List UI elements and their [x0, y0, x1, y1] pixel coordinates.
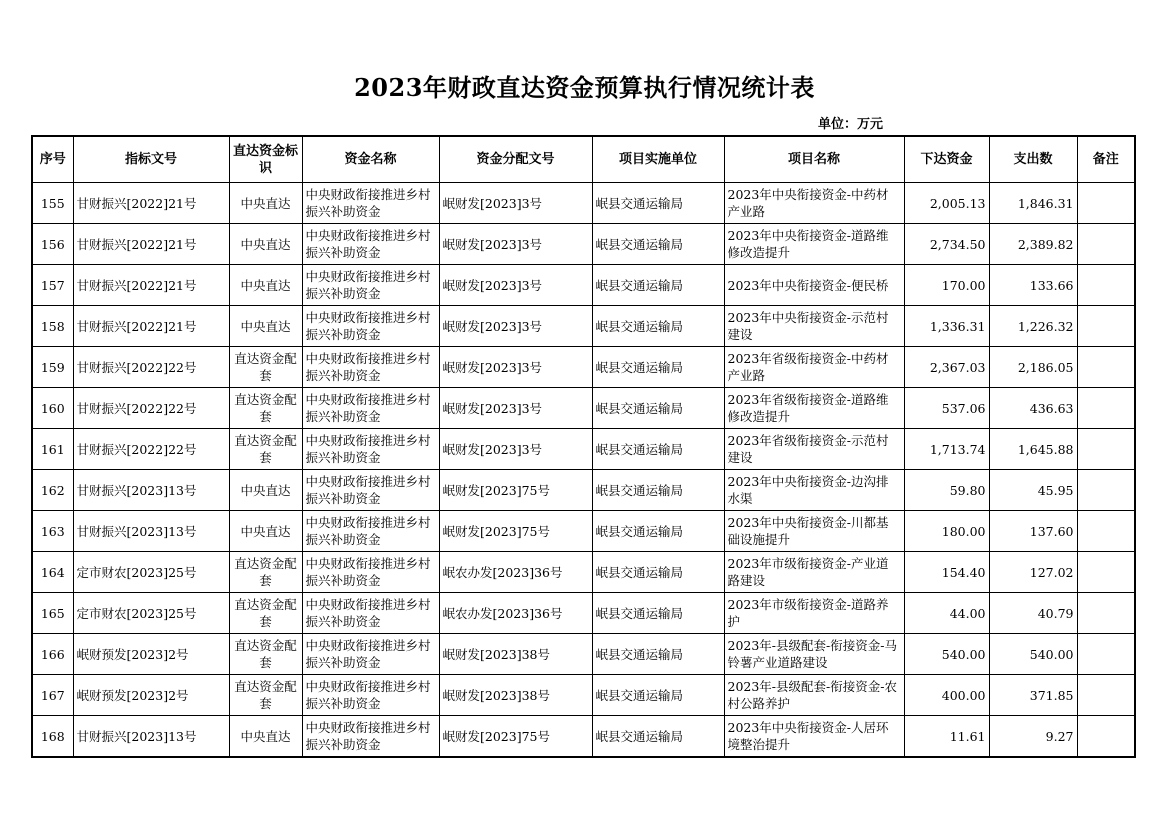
table-row: [32, 306, 1135, 347]
allocation-doc-cell: 岷财发[2023]38号: [439, 675, 592, 716]
direct-flag-cell: 中央直达: [229, 183, 302, 224]
project-name-cell: 2023年中央衔接资金-道路维修改造提升: [724, 224, 904, 265]
issued-amount-cell: 180.00: [904, 511, 989, 552]
issued-amount-cell: 1,713.74: [904, 429, 989, 470]
project-name-cell: 2023年-县级配套-衔接资金-农村公路养护: [724, 675, 904, 716]
doc-number-cell: 甘财振兴[2022]21号: [73, 224, 229, 265]
issued-amount-cell: 2,005.13: [904, 183, 989, 224]
table-row: [32, 388, 1135, 429]
remark-cell: [1077, 306, 1135, 347]
issued-amount-cell: 11.61: [904, 716, 989, 758]
implementing-unit-cell: 岷县交通运输局: [592, 511, 724, 552]
row-number-cell: 158: [32, 306, 73, 347]
project-name-cell: 2023年中央衔接资金-边沟排水渠: [724, 470, 904, 511]
implementing-unit-cell: 岷县交通运输局: [592, 716, 724, 758]
fund-name-cell: 中央财政衔接推进乡村振兴补助资金: [302, 306, 439, 347]
remark-cell: [1077, 470, 1135, 511]
doc-number-cell: 定市财农[2023]25号: [73, 593, 229, 634]
header-cell: 支出数: [989, 136, 1077, 183]
project-name-cell: 2023年省级衔接资金-示范村建设: [724, 429, 904, 470]
implementing-unit-cell: 岷县交通运输局: [592, 429, 724, 470]
spent-amount-cell: 127.02: [989, 552, 1077, 593]
header-cell: 备注: [1077, 136, 1135, 183]
spent-amount-cell: 133.66: [989, 265, 1077, 306]
allocation-doc-cell: 岷财发[2023]3号: [439, 224, 592, 265]
project-name-cell: 2023年省级衔接资金-道路维修改造提升: [724, 388, 904, 429]
row-number-cell: 156: [32, 224, 73, 265]
fund-name-cell: 中央财政衔接推进乡村振兴补助资金: [302, 183, 439, 224]
allocation-doc-cell: 岷农办发[2023]36号: [439, 593, 592, 634]
allocation-doc-cell: 岷财发[2023]38号: [439, 634, 592, 675]
remark-cell: [1077, 183, 1135, 224]
implementing-unit-cell: 岷县交通运输局: [592, 265, 724, 306]
project-name-cell: 2023年省级衔接资金-中药材产业路: [724, 347, 904, 388]
spent-amount-cell: 1,226.32: [989, 306, 1077, 347]
direct-flag-cell: 中央直达: [229, 306, 302, 347]
spent-amount-cell: 9.27: [989, 716, 1077, 758]
header-cell: 指标文号: [73, 136, 229, 183]
fund-name-cell: 中央财政衔接推进乡村振兴补助资金: [302, 265, 439, 306]
implementing-unit-cell: 岷县交通运输局: [592, 183, 724, 224]
implementing-unit-cell: 岷县交通运输局: [592, 470, 724, 511]
table-row: [32, 470, 1135, 511]
issued-amount-cell: 537.06: [904, 388, 989, 429]
table-row: [32, 675, 1135, 716]
remark-cell: [1077, 511, 1135, 552]
table-row: [32, 183, 1135, 224]
spent-amount-cell: 371.85: [989, 675, 1077, 716]
row-number-cell: 168: [32, 716, 73, 758]
doc-number-cell: 甘财振兴[2023]13号: [73, 470, 229, 511]
doc-number-cell: 岷财预发[2023]2号: [73, 675, 229, 716]
table-row: [32, 224, 1135, 265]
fund-name-cell: 中央财政衔接推进乡村振兴补助资金: [302, 675, 439, 716]
fund-name-cell: 中央财政衔接推进乡村振兴补助资金: [302, 511, 439, 552]
row-number-cell: 164: [32, 552, 73, 593]
fund-name-cell: 中央财政衔接推进乡村振兴补助资金: [302, 429, 439, 470]
allocation-doc-cell: 岷财发[2023]3号: [439, 347, 592, 388]
doc-number-cell: 甘财振兴[2022]22号: [73, 347, 229, 388]
fund-name-cell: 中央财政衔接推进乡村振兴补助资金: [302, 347, 439, 388]
direct-flag-cell: 中央直达: [229, 265, 302, 306]
direct-flag-cell: 直达资金配套: [229, 675, 302, 716]
allocation-doc-cell: 岷财发[2023]75号: [439, 716, 592, 758]
row-number-cell: 160: [32, 388, 73, 429]
fund-name-cell: 中央财政衔接推进乡村振兴补助资金: [302, 388, 439, 429]
header-cell: 资金名称: [302, 136, 439, 183]
implementing-unit-cell: 岷县交通运输局: [592, 224, 724, 265]
remark-cell: [1077, 593, 1135, 634]
issued-amount-cell: 154.40: [904, 552, 989, 593]
issued-amount-cell: 170.00: [904, 265, 989, 306]
project-name-cell: 2023年中央衔接资金-示范村建设: [724, 306, 904, 347]
remark-cell: [1077, 552, 1135, 593]
allocation-doc-cell: 岷财发[2023]3号: [439, 429, 592, 470]
header-cell: 资金分配文号: [439, 136, 592, 183]
header-cell: 直达资金标识: [229, 136, 302, 183]
spent-amount-cell: 2,186.05: [989, 347, 1077, 388]
allocation-doc-cell: 岷财发[2023]75号: [439, 511, 592, 552]
spent-amount-cell: 540.00: [989, 634, 1077, 675]
spent-amount-cell: 137.60: [989, 511, 1077, 552]
fund-name-cell: 中央财政衔接推进乡村振兴补助资金: [302, 593, 439, 634]
doc-number-cell: 定市财农[2023]25号: [73, 552, 229, 593]
direct-flag-cell: 直达资金配套: [229, 634, 302, 675]
remark-cell: [1077, 388, 1135, 429]
row-number-cell: 155: [32, 183, 73, 224]
remark-cell: [1077, 634, 1135, 675]
row-number-cell: 166: [32, 634, 73, 675]
allocation-doc-cell: 岷财发[2023]3号: [439, 306, 592, 347]
doc-number-cell: 甘财振兴[2022]21号: [73, 183, 229, 224]
direct-flag-cell: 中央直达: [229, 511, 302, 552]
budget-table: [31, 135, 1136, 758]
allocation-doc-cell: 岷财发[2023]3号: [439, 265, 592, 306]
doc-number-cell: 甘财振兴[2023]13号: [73, 716, 229, 758]
row-number-cell: 157: [32, 265, 73, 306]
implementing-unit-cell: 岷县交通运输局: [592, 552, 724, 593]
implementing-unit-cell: 岷县交通运输局: [592, 306, 724, 347]
direct-flag-cell: 直达资金配套: [229, 388, 302, 429]
direct-flag-cell: 中央直达: [229, 470, 302, 511]
header-cell: 项目名称: [724, 136, 904, 183]
issued-amount-cell: 59.80: [904, 470, 989, 511]
implementing-unit-cell: 岷县交通运输局: [592, 675, 724, 716]
table-row: [32, 429, 1135, 470]
remark-cell: [1077, 429, 1135, 470]
remark-cell: [1077, 265, 1135, 306]
remark-cell: [1077, 224, 1135, 265]
issued-amount-cell: 1,336.31: [904, 306, 989, 347]
project-name-cell: 2023年-县级配套-衔接资金-马铃薯产业道路建设: [724, 634, 904, 675]
spent-amount-cell: 45.95: [989, 470, 1077, 511]
project-name-cell: 2023年中央衔接资金-便民桥: [724, 265, 904, 306]
table-row: [32, 347, 1135, 388]
row-number-cell: 167: [32, 675, 73, 716]
table-header-row: [32, 136, 1135, 183]
spent-amount-cell: 2,389.82: [989, 224, 1077, 265]
implementing-unit-cell: 岷县交通运输局: [592, 593, 724, 634]
project-name-cell: 2023年市级衔接资金-道路养护: [724, 593, 904, 634]
remark-cell: [1077, 675, 1135, 716]
table-row: [32, 511, 1135, 552]
implementing-unit-cell: 岷县交通运输局: [592, 388, 724, 429]
spent-amount-cell: 1,645.88: [989, 429, 1077, 470]
page-title: 2023年财政直达资金预算执行情况统计表: [354, 73, 815, 102]
direct-flag-cell: 直达资金配套: [229, 347, 302, 388]
remark-cell: [1077, 347, 1135, 388]
row-number-cell: 165: [32, 593, 73, 634]
project-name-cell: 2023年中央衔接资金-川都基础设施提升: [724, 511, 904, 552]
header-cell: 序号: [32, 136, 73, 183]
spent-amount-cell: 1,846.31: [989, 183, 1077, 224]
doc-number-cell: 甘财振兴[2023]13号: [73, 511, 229, 552]
header-cell: 下达资金: [904, 136, 989, 183]
fund-name-cell: 中央财政衔接推进乡村振兴补助资金: [302, 224, 439, 265]
row-number-cell: 161: [32, 429, 73, 470]
doc-number-cell: 甘财振兴[2022]22号: [73, 388, 229, 429]
doc-number-cell: 岷财预发[2023]2号: [73, 634, 229, 675]
unit-label: 单位：万元: [818, 117, 884, 132]
table-row: [32, 716, 1135, 758]
spent-amount-cell: 436.63: [989, 388, 1077, 429]
allocation-doc-cell: 岷财发[2023]75号: [439, 470, 592, 511]
doc-number-cell: 甘财振兴[2022]21号: [73, 306, 229, 347]
implementing-unit-cell: 岷县交通运输局: [592, 634, 724, 675]
project-name-cell: 2023年中央衔接资金-中药材产业路: [724, 183, 904, 224]
fund-name-cell: 中央财政衔接推进乡村振兴补助资金: [302, 634, 439, 675]
issued-amount-cell: 2,734.50: [904, 224, 989, 265]
direct-flag-cell: 直达资金配套: [229, 552, 302, 593]
doc-number-cell: 甘财振兴[2022]21号: [73, 265, 229, 306]
direct-flag-cell: 中央直达: [229, 224, 302, 265]
direct-flag-cell: 直达资金配套: [229, 593, 302, 634]
issued-amount-cell: 2,367.03: [904, 347, 989, 388]
table-row: [32, 593, 1135, 634]
table-row: [32, 634, 1135, 675]
direct-flag-cell: 直达资金配套: [229, 429, 302, 470]
fund-name-cell: 中央财政衔接推进乡村振兴补助资金: [302, 716, 439, 758]
remark-cell: [1077, 716, 1135, 758]
spent-amount-cell: 40.79: [989, 593, 1077, 634]
row-number-cell: 162: [32, 470, 73, 511]
issued-amount-cell: 400.00: [904, 675, 989, 716]
project-name-cell: 2023年市级衔接资金-产业道路建设: [724, 552, 904, 593]
fund-name-cell: 中央财政衔接推进乡村振兴补助资金: [302, 552, 439, 593]
header-cell: 项目实施单位: [592, 136, 724, 183]
doc-number-cell: 甘财振兴[2022]22号: [73, 429, 229, 470]
issued-amount-cell: 540.00: [904, 634, 989, 675]
issued-amount-cell: 44.00: [904, 593, 989, 634]
row-number-cell: 159: [32, 347, 73, 388]
implementing-unit-cell: 岷县交通运输局: [592, 347, 724, 388]
project-name-cell: 2023年中央衔接资金-人居环境整治提升: [724, 716, 904, 758]
allocation-doc-cell: 岷农办发[2023]36号: [439, 552, 592, 593]
table-body: [32, 183, 1135, 758]
table-row: [32, 265, 1135, 306]
direct-flag-cell: 中央直达: [229, 716, 302, 758]
allocation-doc-cell: 岷财发[2023]3号: [439, 183, 592, 224]
fund-name-cell: 中央财政衔接推进乡村振兴补助资金: [302, 470, 439, 511]
allocation-doc-cell: 岷财发[2023]3号: [439, 388, 592, 429]
row-number-cell: 163: [32, 511, 73, 552]
table-row: [32, 552, 1135, 593]
